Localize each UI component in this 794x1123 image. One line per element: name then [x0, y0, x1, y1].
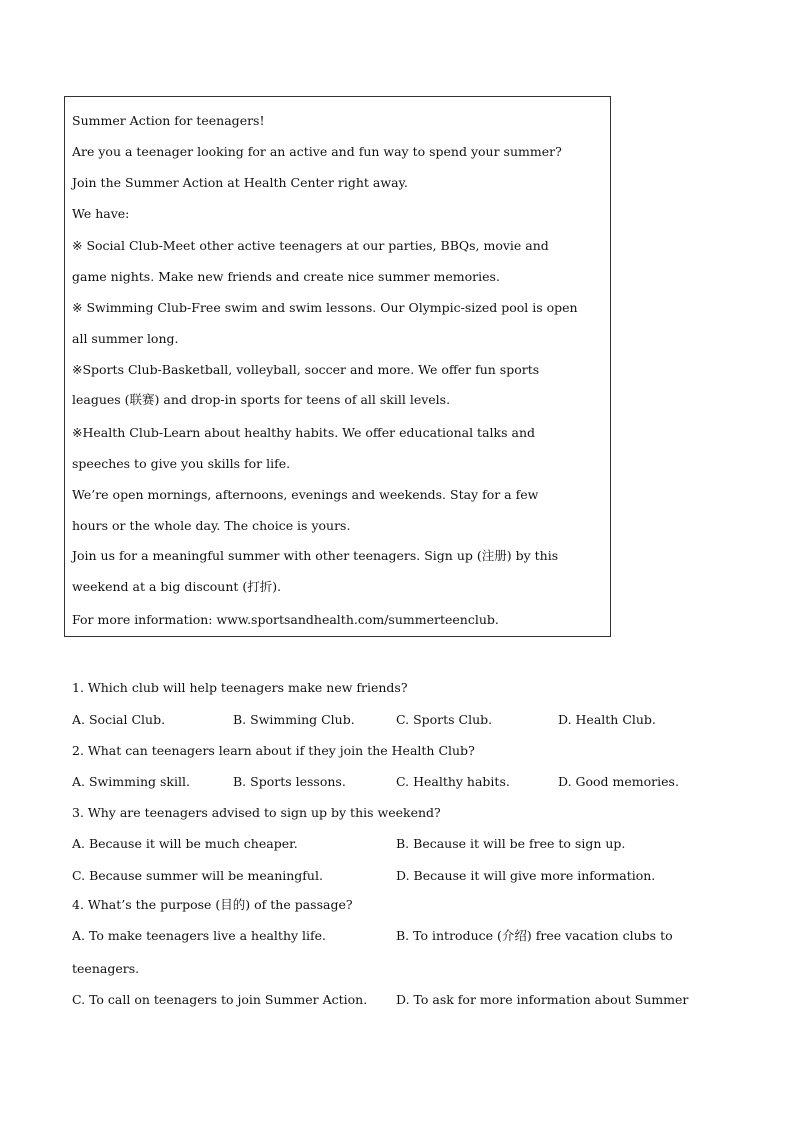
social-club-line-2: game nights. Make new friends and create nice summer memories.: [72, 269, 500, 284]
question-1-stem: 1. Which club will help teenagers make new friends?: [72, 680, 408, 695]
passage-intro-line-1: Are you a teenager looking for an active and fun way to spend your summer?: [72, 144, 562, 159]
more-information: For more information: www.sportsandhealth.com/summerteenclub.: [72, 612, 499, 627]
opening-hours-line-2: hours or the whole day. The choice is yours.: [72, 518, 351, 533]
question-2-option-b: B. Sports lessons.: [233, 774, 346, 789]
question-3-stem: 3. Why are teenagers advised to sign up by this weekend?: [72, 805, 441, 820]
social-club-line-1: ※ Social Club-Meet other active teenagers at our parties, BBQs, movie and: [72, 238, 549, 253]
question-1-option-d: D. Health Club.: [558, 712, 656, 727]
question-2-option-c: C. Healthy habits.: [396, 774, 510, 789]
question-1-option-b: B. Swimming Club.: [233, 712, 355, 727]
question-4-option-b-line-2: teenagers.: [72, 961, 140, 976]
question-4-option-b-line-1: B. To introduce (介绍) free vacation clubs to: [396, 928, 673, 943]
question-1-option-a: A. Social Club.: [72, 712, 166, 727]
question-2-option-d: D. Good memories.: [558, 774, 679, 789]
passage-title: Summer Action for teenagers!: [72, 113, 265, 128]
question-3-option-b: B. Because it will be free to sign up.: [396, 836, 626, 851]
question-3-option-d: D. Because it will give more information.: [396, 868, 656, 883]
sports-club-line-1: ※Sports Club-Basketball, volleyball, soccer and more. We offer fun sports: [72, 362, 540, 377]
question-4-option-d: D. To ask for more information about Summer: [396, 992, 689, 1007]
question-4-stem: 4. What’s the purpose (目的) of the passage?: [72, 897, 353, 912]
sports-club-line-2: leagues (联赛) and drop-in sports for teens of all skill levels.: [72, 392, 451, 407]
join-line-2: weekend at a big discount (打折).: [72, 579, 282, 594]
question-3-option-a: A. Because it will be much cheaper.: [72, 836, 298, 851]
question-2-stem: 2. What can teenagers learn about if they join the Health Club?: [72, 743, 475, 758]
question-4-option-c: C. To call on teenagers to join Summer Action.: [72, 992, 368, 1007]
health-club-line-2: speeches to give you skills for life.: [72, 456, 291, 471]
question-4-option-a: A. To make teenagers live a healthy life.: [72, 928, 327, 943]
opening-hours-line-1: We’re open mornings, afternoons, evenings and weekends. Stay for a few: [72, 487, 539, 502]
question-3-option-c: C. Because summer will be meaningful.: [72, 868, 323, 883]
join-line-1: Join us for a meaningful summer with other teenagers. Sign up (注册) by this: [72, 548, 559, 563]
passage-intro-line-2: Join the Summer Action at Health Center right away.: [72, 175, 408, 190]
question-2-option-a: A. Swimming skill.: [72, 774, 190, 789]
passage-we-have: We have:: [72, 206, 130, 221]
swimming-club-line-2: all summer long.: [72, 331, 179, 346]
health-club-line-1: ※Health Club-Learn about healthy habits. We offer educational talks and: [72, 425, 535, 440]
question-1-option-c: C. Sports Club.: [396, 712, 493, 727]
swimming-club-line-1: ※ Swimming Club-Free swim and swim lessons. Our Olympic-sized pool is open: [72, 300, 578, 315]
